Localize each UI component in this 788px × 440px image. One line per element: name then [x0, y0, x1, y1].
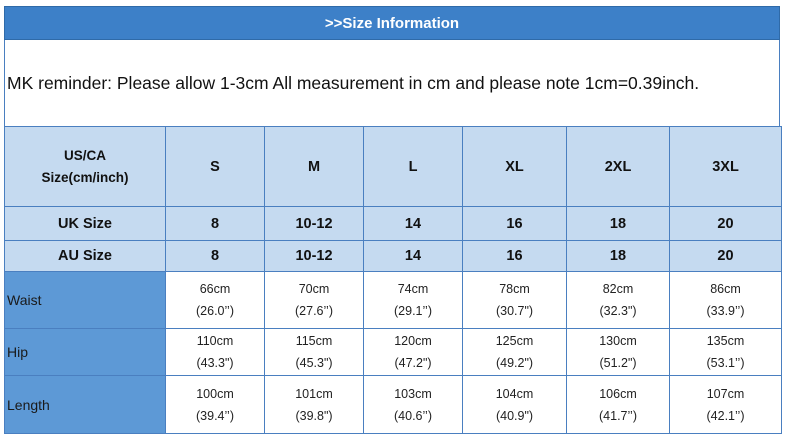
inch-value: (42.1’’) [706, 408, 745, 423]
length-label: Length [5, 376, 166, 434]
inch-value: (51.2") [599, 356, 637, 370]
size-m: M [265, 127, 364, 207]
cm-value: 125cm [495, 334, 534, 348]
cm-value: 107cm [706, 386, 745, 401]
cm-value: 103cm [394, 386, 432, 401]
length-cell [265, 376, 364, 434]
hip-cell [265, 329, 364, 376]
uk-size-label: UK Size [5, 207, 166, 241]
uk-size-cell: 10-12 [265, 207, 364, 241]
uk-size-cell: 18 [567, 207, 670, 241]
cm-value: 106cm [599, 386, 637, 401]
au-size-cell: 16 [463, 241, 567, 272]
waist-cell [567, 272, 670, 329]
inch-value: (29.1’’) [394, 304, 432, 318]
uk-size-cell: 14 [364, 207, 463, 241]
length-row [5, 376, 782, 434]
cm-value: 74cm [397, 282, 429, 296]
uk-size-cell: 20 [670, 207, 782, 241]
au-size-cell: 10-12 [265, 241, 364, 272]
hip-row [5, 329, 782, 376]
cm-value: 115cm [295, 334, 333, 348]
inch-value: (43.3") [196, 356, 234, 370]
length-cell [670, 376, 782, 434]
waist-cell [670, 272, 782, 329]
cm-value: 120cm [394, 334, 432, 348]
waist-label: Waist [5, 272, 166, 329]
size-system-line2: Size(cm/inch) [41, 169, 129, 185]
cm-value: 82cm [602, 282, 634, 296]
cm-value: 86cm [710, 282, 741, 296]
size-3xl: 3XL [670, 127, 782, 207]
size-header-row [5, 127, 782, 207]
hip-cell [364, 329, 463, 376]
cm-value: 66cm [199, 282, 231, 296]
inch-value: (27.6’’) [295, 304, 333, 318]
au-size-label: AU Size [5, 241, 166, 272]
inch-value: (40.9") [495, 408, 534, 423]
hip-cell [166, 329, 265, 376]
size-xl: XL [463, 127, 567, 207]
au-size-row [5, 241, 782, 272]
measurement-reminder: MK reminder: Please allow 1-3cm All measurement in cm and please note 1cm=0.39inch. [4, 40, 780, 126]
size-system-line1: US/CA [63, 147, 106, 163]
waist-cell [265, 272, 364, 329]
waist-cell [364, 272, 463, 329]
waist-cell [166, 272, 265, 329]
inch-value: (53.1’’) [706, 356, 745, 370]
cm-value: 135cm [706, 334, 745, 348]
size-s: S [166, 127, 265, 207]
au-size-cell: 14 [364, 241, 463, 272]
inch-value: (40.6’’) [394, 408, 432, 423]
size-2xl: 2XL [567, 127, 670, 207]
size-l: L [364, 127, 463, 207]
waist-row [5, 272, 782, 329]
uk-size-cell: 16 [463, 207, 567, 241]
cm-value: 110cm [196, 334, 234, 348]
length-cell [364, 376, 463, 434]
inch-value: (41.7’’) [599, 408, 637, 423]
cm-value: 78cm [499, 282, 530, 296]
au-size-cell: 8 [166, 241, 265, 272]
waist-cell [463, 272, 567, 329]
length-cell [567, 376, 670, 434]
cm-value: 130cm [599, 334, 637, 348]
size-chart-table [4, 126, 782, 434]
inch-value: (39.8") [295, 408, 333, 423]
inch-value: (32.3") [599, 304, 637, 318]
cm-value: 104cm [495, 386, 534, 401]
hip-label: Hip [5, 329, 166, 376]
uk-size-cell: 8 [166, 207, 265, 241]
inch-value: (49.2") [495, 356, 534, 370]
cm-value: 100cm [196, 386, 234, 401]
hip-cell [670, 329, 782, 376]
size-system-label [5, 127, 166, 207]
inch-value: (39.4’’) [196, 408, 234, 423]
inch-value: (33.9’’) [706, 304, 745, 318]
inch-value: (26.0’’) [196, 304, 234, 318]
inch-value: (30.7") [495, 304, 534, 318]
hip-cell [567, 329, 670, 376]
inch-value: (47.2") [394, 356, 432, 370]
au-size-cell: 18 [567, 241, 670, 272]
au-size-cell: 20 [670, 241, 782, 272]
hip-cell [463, 329, 567, 376]
cm-value: 101cm [295, 386, 333, 401]
inch-value: (45.3") [295, 356, 333, 370]
length-cell [463, 376, 567, 434]
uk-size-row [5, 207, 782, 241]
length-cell [166, 376, 265, 434]
cm-value: 70cm [298, 282, 330, 296]
size-info-title: >>Size Information [4, 6, 780, 40]
